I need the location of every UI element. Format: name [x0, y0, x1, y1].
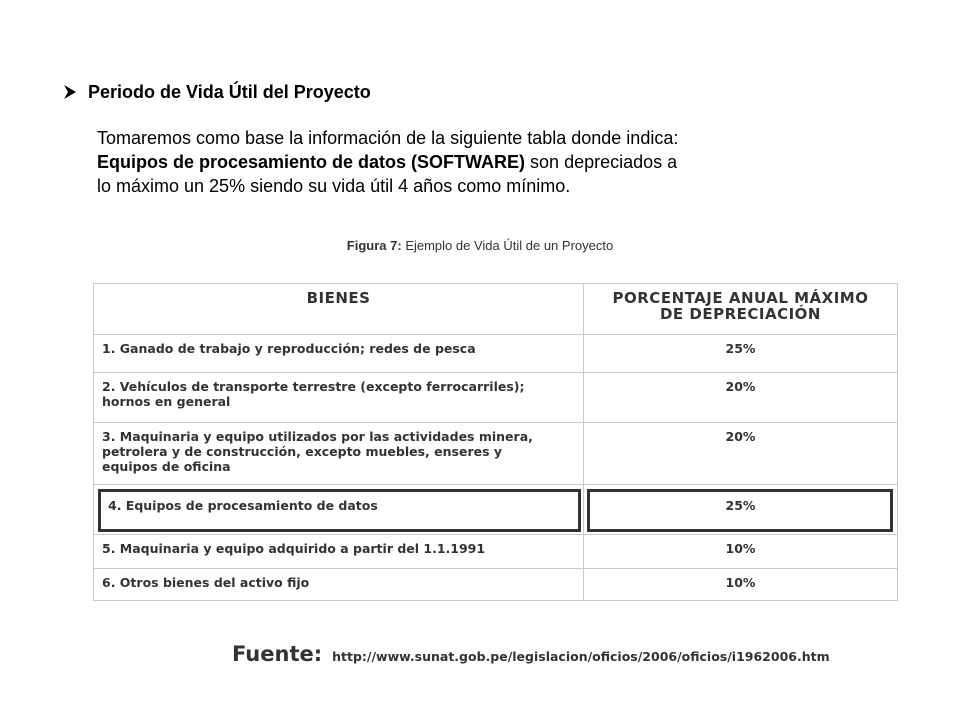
row-3-line-1: 3. Maquinaria y equipo utilizados por las actividades minera, [102, 429, 533, 444]
intro-paragraph [97, 126, 817, 198]
row-5-bien [94, 535, 584, 568]
row-4-line-1: 4. Equipos de procesamiento de datos [108, 498, 378, 513]
source-line [232, 642, 830, 668]
row-2-line-2: hornos en general [102, 394, 231, 409]
caption-text: Ejemplo de Vida Útil de un Proyecto [401, 238, 614, 253]
row-2-value: 20% [725, 379, 756, 394]
row-4-highlight-box-left [98, 489, 581, 532]
paragraph-line-2-rest: son depreciados a [525, 152, 678, 172]
table-row [94, 422, 897, 484]
arrow-bullet-icon [62, 84, 78, 100]
figure-caption [0, 238, 960, 253]
row-1-line-1: 1. Ganado de trabajo y reproducción; redes de pesca [102, 341, 476, 356]
header-porcentaje-line-2: DE DEPRECIACIÓN [659, 305, 821, 323]
row-3-line-3: equipos de oficina [102, 459, 231, 474]
row-6-value: 10% [725, 575, 756, 590]
row-6-bien [94, 569, 584, 601]
row-5-value: 10% [725, 541, 756, 556]
caption-label: Figura 7: [346, 238, 402, 253]
depreciation-table [93, 283, 898, 601]
table-row [94, 568, 897, 601]
table-row [94, 372, 897, 422]
row-3-line-2: petrolera y de construcción, excepto muebles, enseres y [102, 444, 503, 459]
row-5-line-1: 5. Maquinaria y equipo adquirido a partir del 1.1.1991 [102, 541, 486, 556]
row-1-bien [94, 335, 584, 372]
row-3-bien [94, 423, 584, 484]
table-row [94, 334, 897, 372]
row-1-value: 25% [725, 341, 756, 356]
section-title: Periodo de Vida Útil del Proyecto [88, 81, 371, 102]
header-porcentaje-line-1: PORCENTAJE ANUAL MÁXIMO [612, 289, 869, 307]
table-row-highlighted [94, 484, 897, 534]
table-header-row [94, 284, 897, 334]
paragraph-line-3: lo máximo un 25% siendo su vida útil 4 años como mínimo. [97, 176, 571, 196]
row-2-bien [94, 373, 584, 422]
paragraph-line-2 [97, 150, 817, 174]
row-4-value: 25% [725, 498, 756, 513]
paragraph-line-1: Tomaremos como base la información de la siguiente tabla donde indica: [97, 128, 679, 148]
header-bienes: BIENES [94, 284, 584, 334]
source-label: Fuente: [232, 642, 323, 666]
row-2-line-1: 2. Vehículos de transporte terrestre (excepto ferrocarriles); [102, 379, 525, 394]
row-4-highlight-box-right [587, 489, 893, 532]
table-row [94, 534, 897, 568]
row-6-line-1: 6. Otros bienes del activo fijo [102, 575, 310, 590]
header-porcentaje [584, 284, 897, 334]
paragraph-bold-text: Equipos de procesamiento de datos (SOFTWARE) [97, 152, 526, 172]
source-url[interactable]: http://www.sunat.gob.pe/legislacion/oficios/2006/oficios/i1962006.htm [332, 649, 830, 664]
row-3-value: 20% [725, 429, 756, 444]
section-heading [62, 80, 371, 104]
